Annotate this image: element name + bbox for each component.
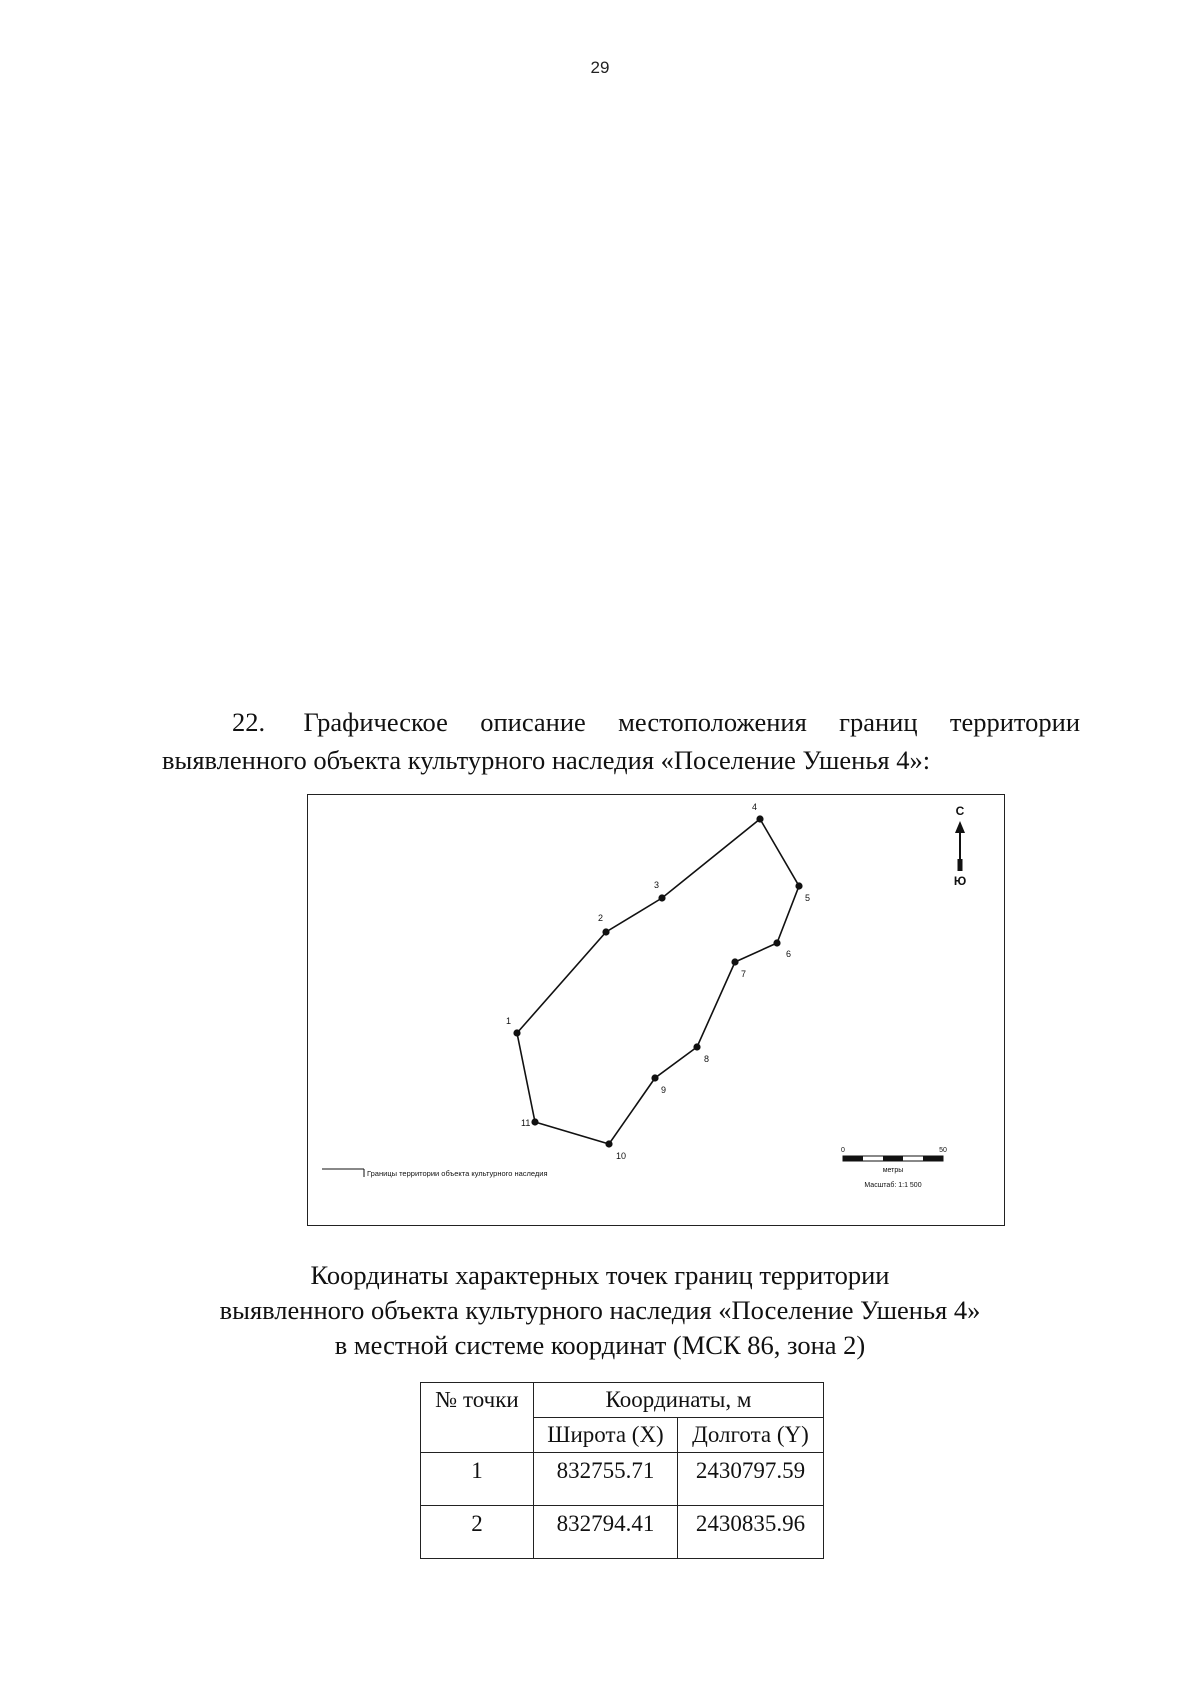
north-arrow-icon (955, 821, 965, 871)
boundary-polygon (517, 819, 799, 1144)
point-3-marker (658, 894, 665, 901)
scale-bar (843, 1156, 943, 1161)
heading-number: 22. (232, 707, 266, 737)
scale-end: 50 (939, 1147, 947, 1154)
point-8-label: 8 (704, 1054, 710, 1064)
cell-longitude: 2430835.96 (678, 1506, 824, 1559)
heading-line-1 (162, 703, 1080, 741)
legend (322, 1169, 364, 1177)
boundary-map (307, 794, 1005, 1226)
point-3-label: 3 (654, 880, 660, 890)
header-coordinates: Координаты, м (534, 1383, 824, 1418)
table-row (421, 1506, 824, 1559)
cell-latitude: 832794.41 (534, 1506, 678, 1559)
heading-text-1: Графическое описание местоположения границ территории (303, 707, 1080, 737)
page-number: 29 (590, 58, 610, 77)
boundary-map-svg (308, 795, 1006, 1227)
cell-latitude: 832755.71 (534, 1453, 678, 1506)
point-2-label: 2 (598, 913, 604, 923)
coordinates-title (0, 1258, 1200, 1363)
scale-start: 0 (841, 1147, 845, 1154)
north-label: С (955, 804, 965, 818)
point-10-label: 10 (616, 1151, 627, 1161)
header-longitude: Долгота (Y) (678, 1418, 824, 1453)
point-6-label: 6 (786, 949, 792, 959)
point-9-label: 9 (661, 1085, 667, 1095)
cell-point-number: 1 (421, 1453, 534, 1506)
point-5-label: 5 (805, 893, 811, 903)
point-7-marker (731, 958, 738, 965)
point-11-label: 11 (521, 1118, 531, 1128)
section-heading (162, 703, 1080, 779)
heading-line-2: выявленного объекта культурного наследия «Поселение Ушенья 4»: (162, 745, 931, 775)
table-row (421, 1453, 824, 1506)
scale-ratio: Масштаб: 1:1 500 (864, 1182, 922, 1189)
point-4-label: 4 (752, 802, 758, 812)
coordinates-title-line-1: Координаты характерных точек границ территории (310, 1260, 890, 1290)
point-1-label: 1 (506, 1016, 512, 1026)
point-4-marker (756, 815, 763, 822)
coordinates-title-line-2: выявленного объекта культурного наследия «Поселение Ушенья 4» (219, 1295, 981, 1325)
scale-units: метры (882, 1167, 904, 1174)
legend-text: Границы территории объекта культурного наследия (367, 1169, 548, 1178)
coordinates-title-line-3: в местной системе координат (МСК 86, зона 2) (334, 1330, 866, 1360)
point-1-marker (513, 1029, 520, 1036)
point-8-marker (693, 1043, 700, 1050)
point-11-marker (531, 1118, 538, 1125)
point-5-marker (795, 882, 802, 889)
cell-point-number: 2 (421, 1506, 534, 1559)
south-label: Ю (953, 874, 967, 888)
point-9-marker (651, 1074, 658, 1081)
cell-longitude: 2430797.59 (678, 1453, 824, 1506)
point-10-marker (605, 1140, 612, 1147)
header-point-number: № точки (421, 1383, 534, 1453)
table-header-row (421, 1383, 824, 1418)
coordinates-table (420, 1382, 824, 1559)
point-7-label: 7 (741, 969, 747, 979)
point-2-marker (602, 928, 609, 935)
point-6-marker (773, 939, 780, 946)
header-latitude: Широта (X) (534, 1418, 678, 1453)
